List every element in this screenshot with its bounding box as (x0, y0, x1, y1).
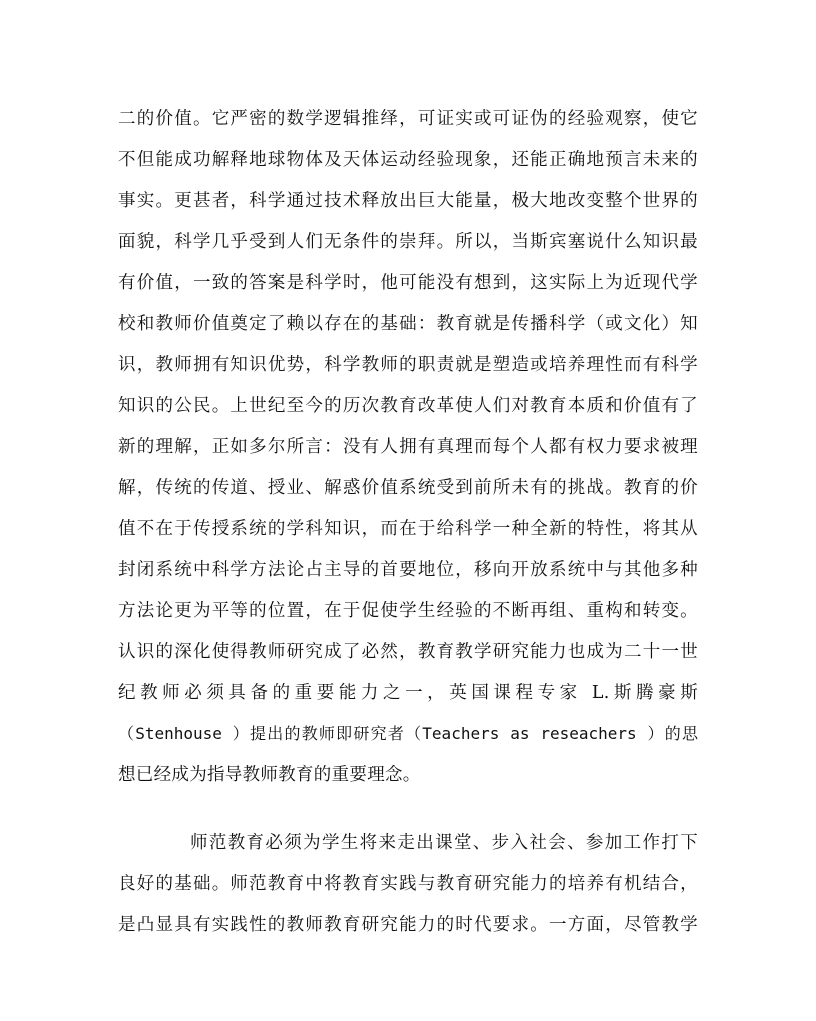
text-line: 认识的深化使得教师研究成了必然，教育教学研究能力也成为二十一世 (118, 642, 698, 662)
text-line: 新的理解，正如多尔所言：没有人拥有真理而每个人都有权力要求被理 (118, 437, 698, 457)
text-line: 有价值，一致的答案是科学时，他可能没有想到，这实际上为近现代学 (118, 273, 698, 293)
text-line: 解，传统的传道、授业、解惑价值系统受到前所未有的挑战。教育的价 (118, 478, 698, 498)
text-line: 值不在于传授系统的学科知识，而在于给科学一种全新的特性，将其从 (118, 519, 698, 539)
text-line: 方法论更为平等的位置，在于促使学生经验的不断再组、重构和转变。 (118, 601, 698, 621)
text-line: 师范教育必须为学生将来走出课堂、步入社会、参加工作打下 (190, 833, 698, 853)
text-line: 纪教师必须具备的重要能力之一，英国课程专家 L.斯腾豪斯 (118, 683, 698, 703)
text-line: 是凸显具有实践性的教师教育研究能力的时代要求。一方面，尽管教学 (118, 915, 698, 935)
text-line: 校和教师价值奠定了赖以存在的基础：教育就是传播科学（或文化）知 (118, 314, 698, 334)
text-line: 识，教师拥有知识优势，科学教师的职责就是塑造或培养理性而有科学 (118, 355, 698, 375)
text-line: 良好的基础。师范教育中将教育实践与教育研究能力的培养有机结合， (118, 874, 698, 894)
text-line: 封闭系统中科学方法论占主导的首要地位，移向开放系统中与其他多种 (118, 560, 698, 580)
text-line: 二的价值。它严密的数学逻辑推绎，可证实或可证伪的经验观察，使它 (118, 109, 698, 129)
text-line: 知识的公民。上世纪至今的历次教育改革使人们对教育本质和价值有了 (118, 396, 698, 416)
text-line: 事实。更甚者，科学通过技术释放出巨大能量，极大地改变整个世界的 (118, 191, 698, 211)
text-line: 面貌，科学几乎受到人们无条件的崇拜。所以，当斯宾塞说什么知识最 (118, 232, 698, 252)
text-line: 想已经成为指导教师教育的重要理念。 (118, 765, 421, 785)
text-line: （Stenhouse ）提出的教师即研究者（Teachers as reseachers ）的思 (118, 724, 698, 743)
text-line: 不但能成功解释地球物体及天体运动经验现象，还能正确地预言未来的 (118, 150, 698, 170)
